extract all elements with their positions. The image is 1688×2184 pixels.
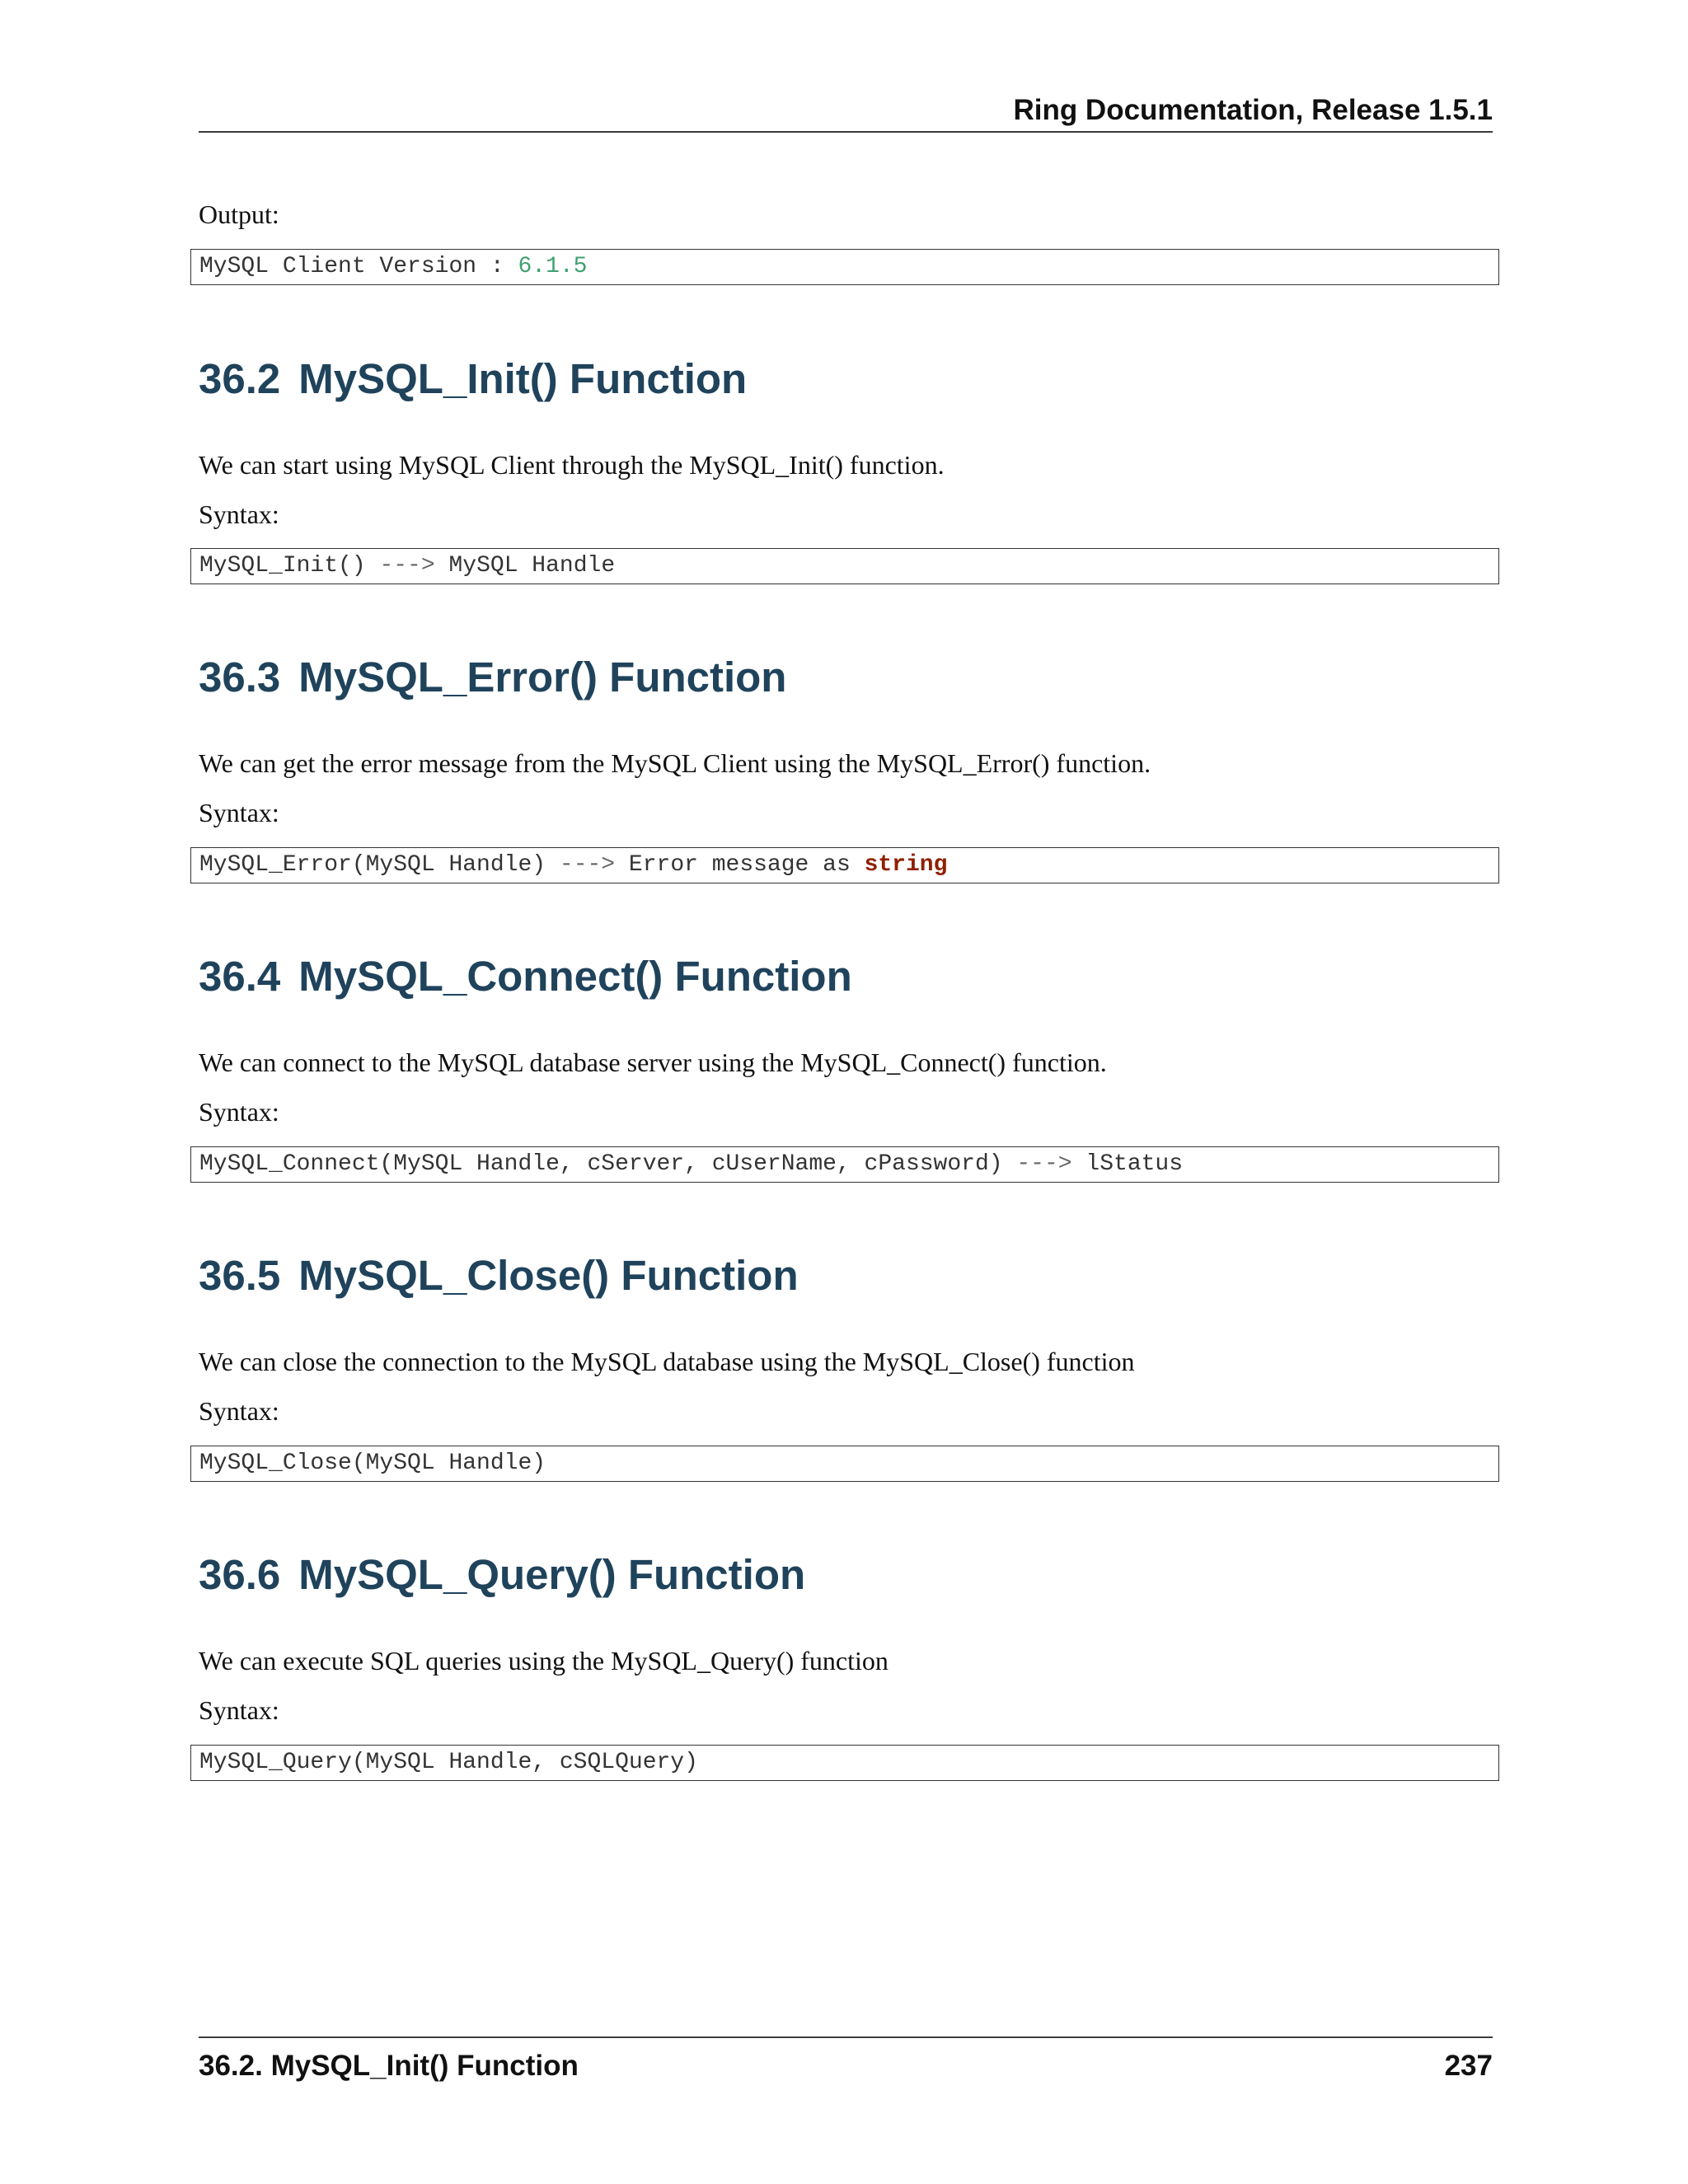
code-line: MySQL Client Version : 6.1.5	[199, 254, 588, 279]
document-title: Ring Documentation, Release 1.5.1	[1013, 94, 1493, 126]
section-title: MySQL_Query() Function	[298, 1551, 806, 1598]
section-number: 36.6	[199, 1551, 281, 1598]
code-line: MySQL_Connect(MySQL Handle, cServer, cUserName, cPassword) ---> lStatus	[199, 1151, 1184, 1177]
section-title: MySQL_Init() Function	[298, 355, 748, 402]
section-number: 36.5	[199, 1252, 281, 1299]
section-heading-mysql-connect	[199, 952, 852, 1001]
syntax-label: Syntax:	[199, 1097, 279, 1127]
section-title: MySQL_Close() Function	[298, 1252, 799, 1299]
section-title: MySQL_Connect() Function	[298, 953, 852, 1000]
page-number: 237	[1444, 2050, 1493, 2082]
section-heading-mysql-init	[199, 354, 747, 403]
syntax-code-block	[190, 1446, 1499, 1482]
section-description: We can execute SQL queries using the MySQL_Query() function	[199, 1646, 889, 1675]
syntax-code-block	[190, 1745, 1499, 1781]
syntax-code-block	[190, 1146, 1499, 1183]
section-description: We can get the error message from the MySQL Client using the MySQL_Error() function.	[199, 748, 1151, 778]
section-description: We can close the connection to the MySQL database using the MySQL_Close() function	[199, 1347, 1135, 1376]
section-number: 36.2	[199, 355, 281, 402]
section-number: 36.4	[199, 953, 281, 1000]
syntax-code-block	[190, 847, 1499, 883]
page-footer	[199, 2036, 1493, 2082]
syntax-label: Syntax:	[199, 499, 279, 529]
code-line: MySQL_Query(MySQL Handle, cSQLQuery)	[199, 1750, 698, 1775]
section-heading-mysql-close	[199, 1251, 799, 1300]
output-code-block	[190, 249, 1499, 285]
code-line: MySQL_Init() ---> MySQL Handle	[199, 553, 616, 579]
section-heading-mysql-error	[199, 653, 786, 701]
code-line: MySQL_Close(MySQL Handle)	[199, 1451, 546, 1476]
version-number: 6.1.5	[518, 254, 588, 279]
syntax-code-block	[190, 548, 1499, 584]
section-title: MySQL_Error() Function	[298, 654, 787, 701]
syntax-label: Syntax:	[199, 1695, 279, 1725]
section-heading-mysql-query	[199, 1550, 805, 1599]
section-description: We can connect to the MySQL database server using the MySQL_Connect() function.	[199, 1047, 1107, 1077]
code-line: MySQL_Error(MySQL Handle) ---> Error message as string	[199, 852, 948, 878]
keyword-string: string	[864, 852, 948, 878]
footer-section-link[interactable]: 36.2. MySQL_Init() Function	[199, 2050, 579, 2082]
syntax-label: Syntax:	[199, 1396, 279, 1426]
page-header	[199, 89, 1493, 133]
section-number: 36.3	[199, 654, 281, 701]
output-label: Output:	[199, 199, 279, 229]
section-description: We can start using MySQL Client through the MySQL_Init() function.	[199, 450, 945, 480]
syntax-label: Syntax:	[199, 798, 279, 827]
